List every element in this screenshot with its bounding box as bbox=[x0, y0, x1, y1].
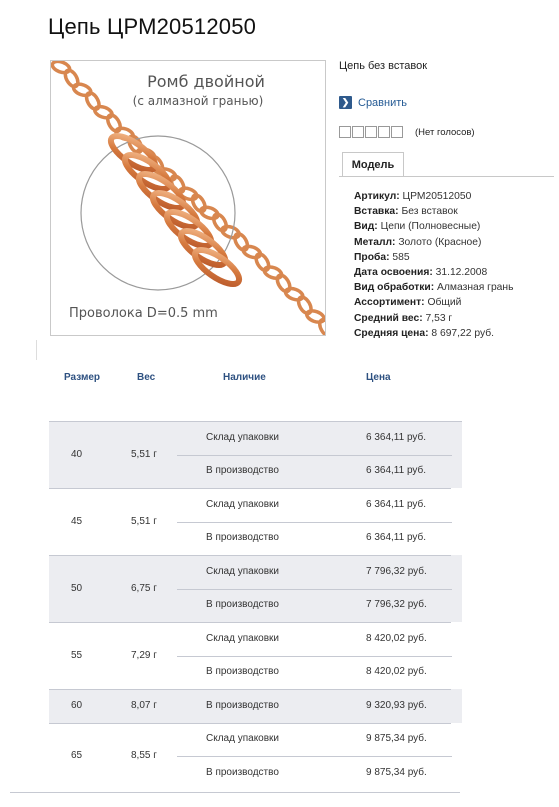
cell-price: 6 364,11 руб. bbox=[366, 532, 427, 544]
page-title: Цепь ЦРМ20512050 bbox=[48, 14, 257, 39]
property-label: Вид: bbox=[354, 221, 378, 233]
property-row bbox=[354, 311, 513, 326]
cell-availability: Склад упаковки bbox=[206, 565, 280, 577]
cell-availability: Склад упаковки bbox=[206, 632, 280, 644]
property-value: 31.12.2008 bbox=[432, 267, 488, 279]
chain-link-shape bbox=[254, 252, 272, 273]
sub-row-separator bbox=[177, 756, 452, 757]
sub-row-separator bbox=[177, 656, 452, 657]
sub-row-separator bbox=[177, 589, 452, 590]
row-border bbox=[49, 488, 451, 489]
property-value: 8 697,22 руб. bbox=[428, 327, 494, 339]
rating-star-icon[interactable] bbox=[391, 126, 403, 138]
image-caption: Проволока D=0.5 mm bbox=[69, 306, 218, 321]
tab-model[interactable]: Модель bbox=[342, 152, 404, 177]
chain-link-shape bbox=[275, 273, 293, 294]
cell-availability: В производство bbox=[206, 599, 279, 611]
table-row[interactable] bbox=[49, 421, 462, 488]
chain-link-shape bbox=[232, 232, 250, 253]
rating[interactable] bbox=[339, 126, 475, 138]
table-bottom-border bbox=[10, 792, 460, 793]
chain-link-shape bbox=[51, 61, 71, 75]
property-value: Золото (Красное) bbox=[395, 236, 482, 248]
cell-price: 8 420,02 руб. bbox=[366, 632, 427, 644]
cell-price: 7 796,32 руб. bbox=[366, 599, 427, 611]
table-row[interactable] bbox=[49, 723, 462, 790]
property-row bbox=[354, 189, 513, 204]
property-value: 585 bbox=[389, 251, 410, 263]
chain-illustration bbox=[51, 61, 326, 336]
chain-link-shape bbox=[305, 309, 325, 325]
compare-link[interactable] bbox=[339, 96, 407, 109]
row-border bbox=[49, 421, 462, 422]
cell-price: 6 364,11 руб. bbox=[366, 498, 427, 510]
property-label: Проба: bbox=[354, 251, 390, 263]
arrow-right-icon: ❯ bbox=[339, 96, 352, 109]
votes-count: (Нет голосов) bbox=[415, 126, 475, 138]
chain-link-shape bbox=[93, 104, 113, 120]
property-label: Вид обработки: bbox=[354, 282, 435, 294]
cell-size: 45 bbox=[71, 515, 83, 527]
property-row bbox=[354, 295, 513, 310]
cell-availability: В производство bbox=[206, 766, 279, 778]
property-row bbox=[354, 250, 513, 265]
cell-availability: Склад упаковки bbox=[206, 498, 280, 510]
cell-availability: Склад упаковки bbox=[206, 733, 280, 745]
sub-row-separator bbox=[177, 455, 452, 456]
row-border bbox=[49, 723, 451, 724]
property-value: ЦРМ20512050 bbox=[399, 191, 472, 202]
property-label: Вставка: bbox=[354, 206, 399, 218]
cell-availability: Склад упаковки bbox=[206, 431, 280, 443]
chain-link-shape bbox=[105, 113, 123, 134]
property-label: Дата освоения: bbox=[354, 267, 433, 279]
property-value: Цепи (Полновесные) bbox=[377, 221, 481, 233]
row-border bbox=[49, 689, 451, 690]
cell-size: 60 bbox=[71, 699, 83, 711]
property-row bbox=[354, 326, 513, 341]
image-title-2: (с алмазной гранью) bbox=[132, 94, 264, 108]
cell-price: 9 320,93 руб. bbox=[366, 699, 427, 711]
property-value: Без вставок bbox=[398, 206, 458, 218]
compare-label: Сравнить bbox=[358, 96, 408, 109]
cell-availability: В производство bbox=[206, 532, 279, 544]
property-row bbox=[354, 280, 513, 295]
property-label: Средний вес: bbox=[354, 312, 423, 324]
table-row[interactable] bbox=[49, 488, 462, 555]
property-row bbox=[354, 219, 513, 234]
rating-star-icon[interactable] bbox=[352, 126, 364, 138]
property-label: Артикул: bbox=[354, 191, 400, 202]
chain-link-shape bbox=[242, 244, 262, 260]
property-value: Общий bbox=[424, 297, 462, 309]
chain-link-shape bbox=[284, 286, 304, 302]
rating-star-icon[interactable] bbox=[378, 126, 390, 138]
chain-link-shape bbox=[211, 212, 229, 233]
chain-link-shape bbox=[72, 82, 92, 98]
chain-link-shape bbox=[263, 265, 283, 281]
cell-price: 6 364,11 руб. bbox=[366, 431, 427, 443]
cell-size: 55 bbox=[71, 649, 83, 661]
property-label: Металл: bbox=[354, 236, 396, 248]
row-border bbox=[49, 622, 451, 623]
header-weight[interactable]: Вес bbox=[137, 372, 156, 383]
cell-weight: 8,07 г bbox=[131, 699, 157, 711]
property-value: Алмазная грань bbox=[434, 282, 514, 294]
table-row[interactable] bbox=[49, 622, 462, 689]
cell-price: 6 364,11 руб. bbox=[366, 465, 427, 477]
table-row[interactable] bbox=[49, 555, 462, 622]
cell-price: 8 420,02 руб. bbox=[366, 666, 427, 678]
cell-weight: 8,55 г bbox=[131, 750, 157, 761]
property-row bbox=[354, 235, 513, 250]
property-label: Ассортимент: bbox=[354, 297, 425, 309]
table-row[interactable] bbox=[49, 689, 462, 723]
chain-link-shape bbox=[317, 318, 326, 336]
cell-availability: В производство bbox=[206, 465, 279, 477]
cell-weight: 5,51 г bbox=[131, 515, 157, 527]
properties-list bbox=[354, 189, 513, 341]
cell-size: 65 bbox=[71, 750, 83, 761]
tab-underline bbox=[339, 176, 554, 177]
image-title-1: Ромб двойной bbox=[147, 72, 265, 91]
cell-weight: 6,75 г bbox=[131, 582, 157, 594]
cell-price: 9 875,34 руб. bbox=[366, 766, 427, 778]
header-availability[interactable]: Наличие bbox=[223, 372, 266, 383]
property-row bbox=[354, 204, 513, 219]
property-label: Средняя цена: bbox=[354, 327, 429, 339]
rating-star-icon[interactable] bbox=[339, 126, 351, 138]
header-size[interactable]: Размер bbox=[64, 372, 101, 383]
property-row bbox=[354, 265, 513, 280]
property-value: 7,53 г bbox=[422, 312, 453, 324]
sub-row-separator bbox=[177, 522, 452, 523]
product-image[interactable] bbox=[50, 60, 326, 336]
row-border bbox=[49, 555, 451, 556]
divider bbox=[36, 340, 37, 360]
cell-price: 7 796,32 руб. bbox=[366, 565, 427, 577]
cell-price: 9 875,34 руб. bbox=[366, 733, 427, 745]
header-price[interactable]: Цена bbox=[366, 372, 391, 383]
cell-availability: В производство bbox=[206, 666, 279, 678]
cell-size: 40 bbox=[71, 448, 83, 460]
cell-weight: 7,29 г bbox=[131, 649, 157, 661]
cell-size: 50 bbox=[71, 582, 83, 594]
cell-availability: В производство bbox=[206, 699, 279, 711]
rating-star-icon[interactable] bbox=[365, 126, 377, 138]
inserts-note: Цепь без вставок bbox=[339, 60, 428, 72]
cell-weight: 5,51 г bbox=[131, 448, 157, 460]
